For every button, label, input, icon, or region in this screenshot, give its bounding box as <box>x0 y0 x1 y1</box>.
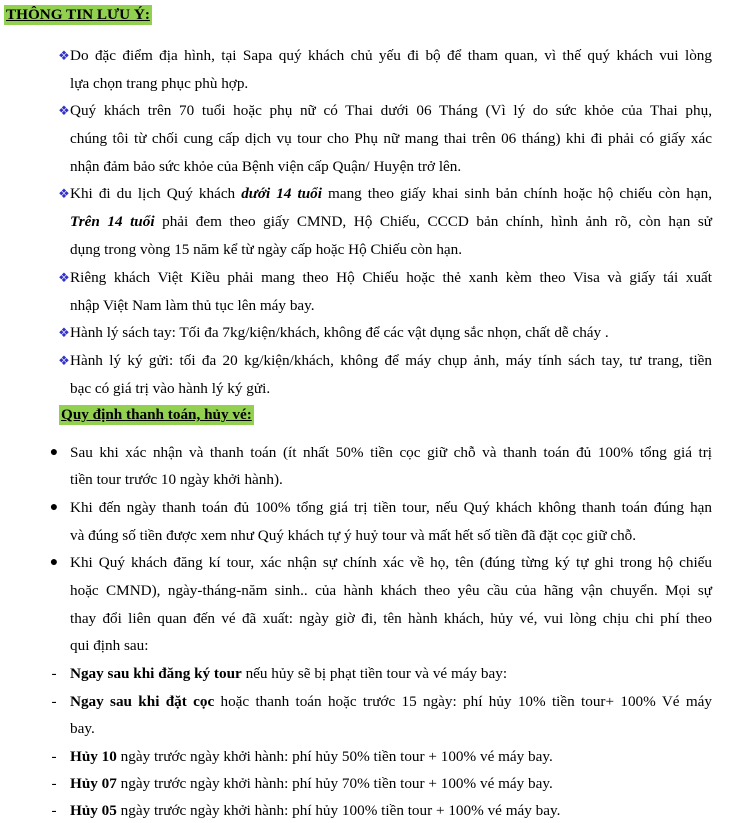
notes-heading: THÔNG TIN LƯU Ý: <box>6 6 150 23</box>
fee-3-label: Hủy 10 <box>70 748 117 765</box>
payment-bullet-3-line-1: Khi Quý khách đăng kí tour, xác nhận sự chính xác về họ, tên (đúng từng ký tự ghi trong hộ chiếu <box>70 554 712 571</box>
dash-marker: - <box>51 748 57 765</box>
fee-1-label: Ngay sau khi đăng ký tour <box>70 665 242 682</box>
note-1-line-1: Do đặc điểm địa hình, tại Sapa quý khách chủ yếu đi bộ để tham quan, vì thế quý khách vui lòng <box>70 47 712 64</box>
dash-marker: - <box>51 802 57 819</box>
note-4-line-1: Riêng khách Việt Kiều phải mang theo Hộ Chiếu hoặc thẻ xanh kèm theo Visa và giấy tái xuất <box>70 269 712 286</box>
fee-line-5 <box>70 801 712 821</box>
payment-bullet-3-line-2: hoặc CMND), ngày-tháng-năm sinh.. của hành khách theo yêu cầu của hãng vận chuyển. Mọi sự <box>70 582 712 599</box>
diamond-bullet-icon: ❖ <box>58 325 70 340</box>
dash-marker: - <box>51 693 57 710</box>
round-bullet-icon: ● <box>49 500 59 515</box>
round-bullet-icon: ● <box>49 555 59 570</box>
fee-line-2 <box>70 692 712 712</box>
note-3-emphasis-under-14: dưới 14 tuổi <box>241 185 322 202</box>
note-2-line-1: Quý khách trên 70 tuổi hoặc phụ nữ có Thai dưới 06 Tháng (Vì lý do sức khỏe của Thai phụ, <box>70 102 712 119</box>
fee-line-2-cont: bay. <box>70 720 95 737</box>
note-1-line-2: lựa chọn trang phục phù hợp. <box>70 75 249 92</box>
fee-4-label: Hủy 07 <box>70 775 117 792</box>
fee-2-text: hoặc thanh toán hoặc trước 15 ngày: phí hủy 10% tiền tour+ 100% Vé máy <box>214 693 712 710</box>
note-6-line-2: bạc có giá trị vào hành lý ký gửi. <box>70 380 271 397</box>
diamond-bullet-icon: ❖ <box>58 270 70 285</box>
fee-5-text: ngày trước ngày khởi hành: phí hủy 100% tiền tour + 100% vé máy bay. <box>116 802 561 819</box>
note-3-line-2 <box>70 212 712 232</box>
note-3-line-1 <box>70 184 712 204</box>
note-4-line-2: nhập Việt Nam làm thủ tục lên máy bay. <box>70 297 315 314</box>
note-6-line-1: Hành lý ký gửi: tối đa 20 kg/kiện/khách, không để máy chụp ảnh, máy tính sách tay, tư trang, tiền <box>70 352 712 369</box>
payment-bullet-3-line-4: qui định sau: <box>70 637 149 654</box>
fee-1-text: nếu hủy sẽ bị phạt tiền tour và vé máy bay: <box>241 665 508 682</box>
payment-bullet-2-line-2: và đúng số tiền được xem như Quý khách tự ý huỷ tour và mất hết số tiền đã đặt cọc giữ chỗ. <box>70 527 637 544</box>
fee-5-label: Hủy 05 <box>70 802 117 819</box>
note-5-line-1: Hành lý sách tay: Tối đa 7kg/kiện/khách, không để các vật dụng sắc nhọn, chất dễ cháy . <box>70 324 609 341</box>
dash-marker: - <box>51 775 57 792</box>
fee-line-4 <box>70 774 712 794</box>
diamond-bullet-icon: ❖ <box>58 48 70 63</box>
payment-bullet-3-line-3: thay đổi liên quan đến vé đã xuất: ngày giờ đi, tên hành khách, hủy vé, vui lòng chịu chi phí theo <box>70 610 712 627</box>
fee-line-3 <box>70 747 712 767</box>
fee-2-label: Ngay sau khi đặt cọc <box>70 693 215 710</box>
fee-4-text: ngày trước ngày khởi hành: phí hủy 70% tiền tour + 100% vé máy bay. <box>116 775 553 792</box>
fee-line-1 <box>70 664 712 684</box>
payment-bullet-1-line-1: Sau khi xác nhận và thanh toán (ít nhất 50% tiền cọc giữ chỗ và thanh toán đủ 100% tổng giá trị <box>70 444 712 461</box>
note-2-line-2: chúng tôi từ chối cung cấp dịch vụ tour cho Phụ nữ mang thai trên 06 tháng) khi đi phải có giấy xác <box>70 130 712 147</box>
note-3-text-a: Khi đi du lịch Quý khách <box>70 185 242 202</box>
note-3-text-c: phải đem theo giấy CMND, Hộ Chiếu, CCCD bản chính, hình ảnh rõ, còn hạn sử <box>154 213 712 230</box>
diamond-bullet-icon: ❖ <box>58 103 70 118</box>
diamond-bullet-icon: ❖ <box>58 353 70 368</box>
note-3-line-3: dụng trong vòng 15 năm kể từ ngày cấp hoặc Hộ Chiếu còn hạn. <box>70 241 463 258</box>
round-bullet-icon: ● <box>49 445 59 460</box>
dash-marker: - <box>51 665 57 682</box>
note-2-line-3: nhận đảm bảo sức khỏe của Bệnh viện cấp Quận/ Huyện trở lên. <box>70 158 462 175</box>
payment-bullet-2-line-1: Khi đến ngày thanh toán đủ 100% tổng giá trị tiền tour, nếu Quý khách không thanh toán đúng hạn <box>70 499 712 516</box>
note-3-emphasis-over-14: Trên 14 tuổi <box>70 213 155 230</box>
payment-heading: Quy định thanh toán, hủy vé: <box>61 406 252 423</box>
fee-3-text: ngày trước ngày khởi hành: phí hủy 50% tiền tour + 100% vé máy bay. <box>116 748 553 765</box>
diamond-bullet-icon: ❖ <box>58 186 70 201</box>
payment-bullet-1-line-2: tiền tour trước 10 ngày khởi hành). <box>70 471 283 488</box>
note-3-text-b: mang theo giấy khai sinh bản chính hoặc hộ chiếu còn hạn, <box>322 185 712 202</box>
